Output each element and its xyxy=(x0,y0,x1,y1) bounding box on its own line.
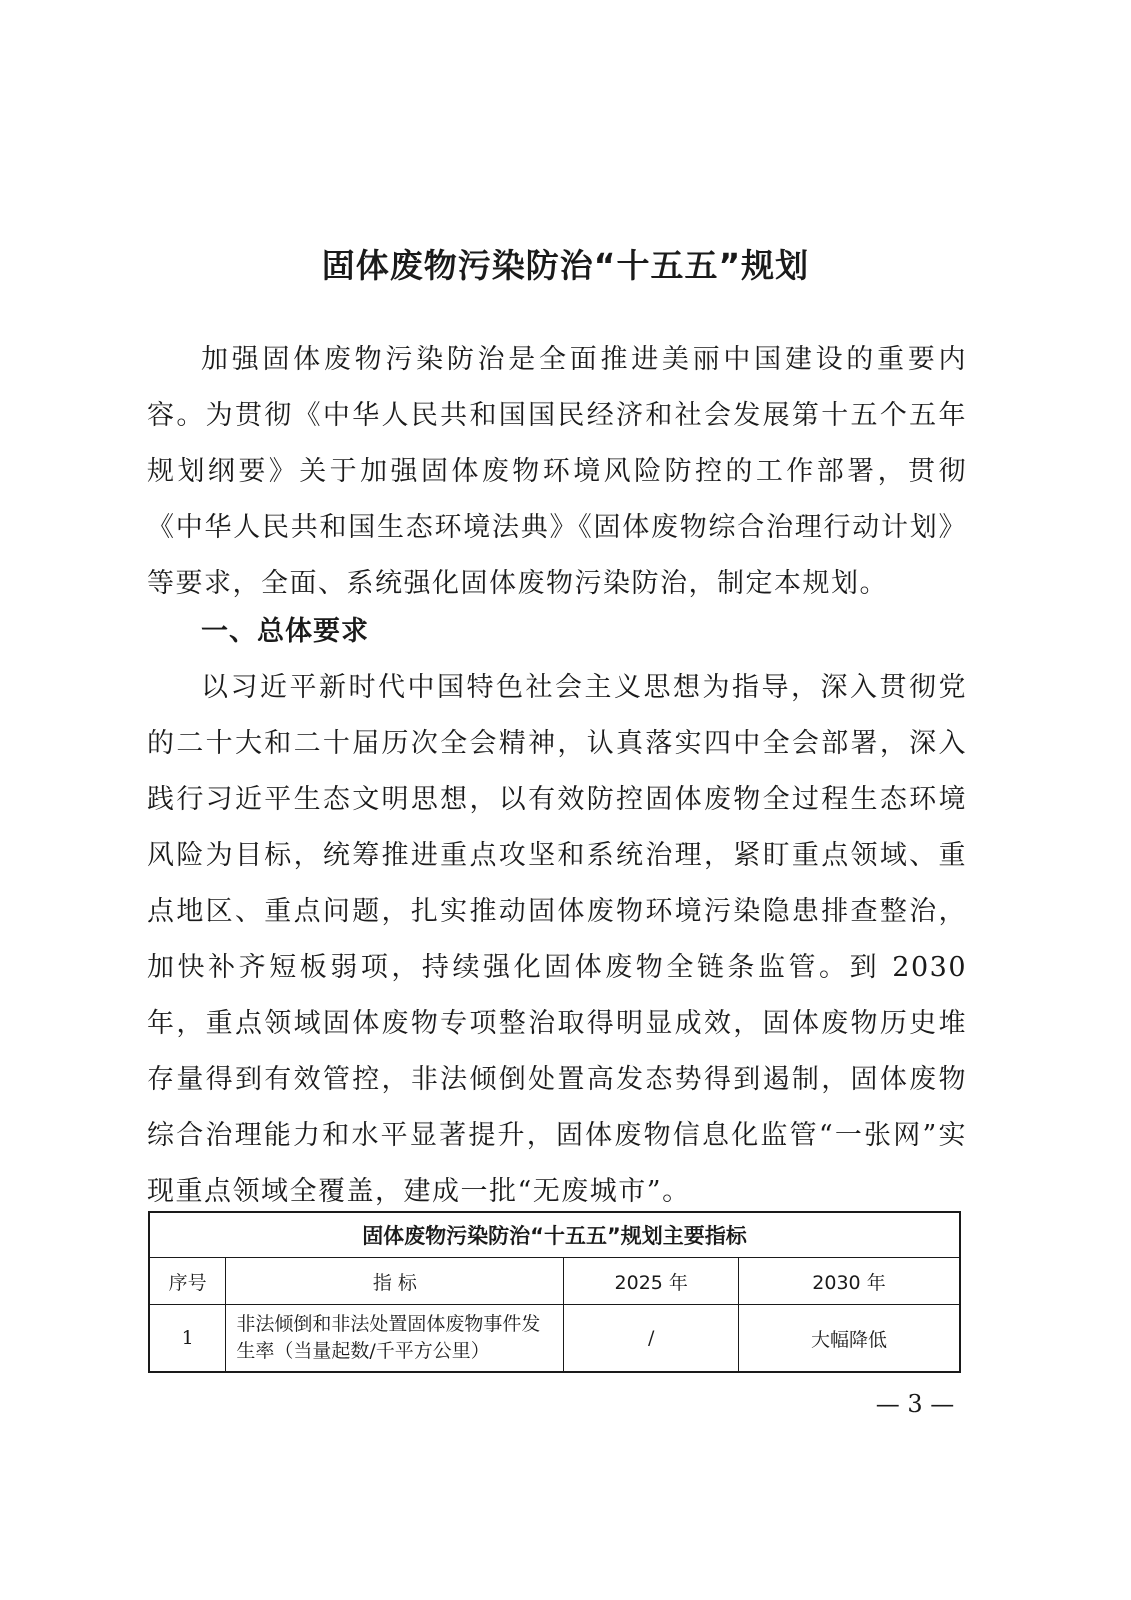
cell-indicator: 非法倾倒和非法处置固体废物事件发生率（当量起数/千平方公里） xyxy=(226,1305,564,1373)
cell-2025: / xyxy=(564,1305,739,1373)
cell-2030: 大幅降低 xyxy=(739,1305,960,1373)
header-index: 序号 xyxy=(149,1258,226,1305)
table-caption-row xyxy=(149,1212,960,1258)
table-header-row xyxy=(149,1258,960,1305)
header-indicator: 指 标 xyxy=(226,1258,564,1305)
cell-index: 1 xyxy=(149,1305,226,1373)
header-2025: 2025 年 xyxy=(564,1258,739,1305)
header-2030: 2030 年 xyxy=(739,1258,960,1305)
table-caption: 固体废物污染防治“十五五”规划主要指标 xyxy=(149,1212,960,1258)
general-requirements-paragraph: 以习近平新时代中国特色社会主义思想为指导，深入贯彻党的二十大和二十届历次全会精神，认真落实四中全会部署，深入践行习近平生态文明思想，以有效防控固体废物全过程生态环境风险为目标，统筹推进重点攻坚和系统治理，紧盯重点领域、重点地区、重点问题，扎实推动固体废物环境污染隐患排查整治，加快补齐短板弱项，持续强化固体废物全链条监管。到 2030 年，重点领域固体废物专项整治取得明显成效，固体废物历史堆存量得到有效管控，非法倾倒处置高发态势得到遏制，固体废物综合治理能力和水平显著提升，固体废物信息化监管“一张网”实现重点领域全覆盖，建成一批“无废城市”。 xyxy=(147,672,967,1207)
table-row xyxy=(149,1305,960,1373)
page-title: 固体废物污染防治“十五五”规划 xyxy=(321,246,810,285)
page-number: — 3 — xyxy=(875,1390,955,1418)
intro-paragraph: 加强固体废物污染防治是全面推进美丽中国建设的重要内容。为贯彻《中华人民共和国国民经济和社会发展第十五个五年规划纲要》关于加强固体废物环境风险防控的工作部署，贯彻《中华人民共和国生态环境法典》《固体废物综合治理行动计划》等要求，全面、系统强化固体废物污染防治，制定本规划。 xyxy=(147,344,967,599)
indicator-table xyxy=(148,1211,961,1373)
section-heading: 一、总体要求 xyxy=(201,616,369,647)
